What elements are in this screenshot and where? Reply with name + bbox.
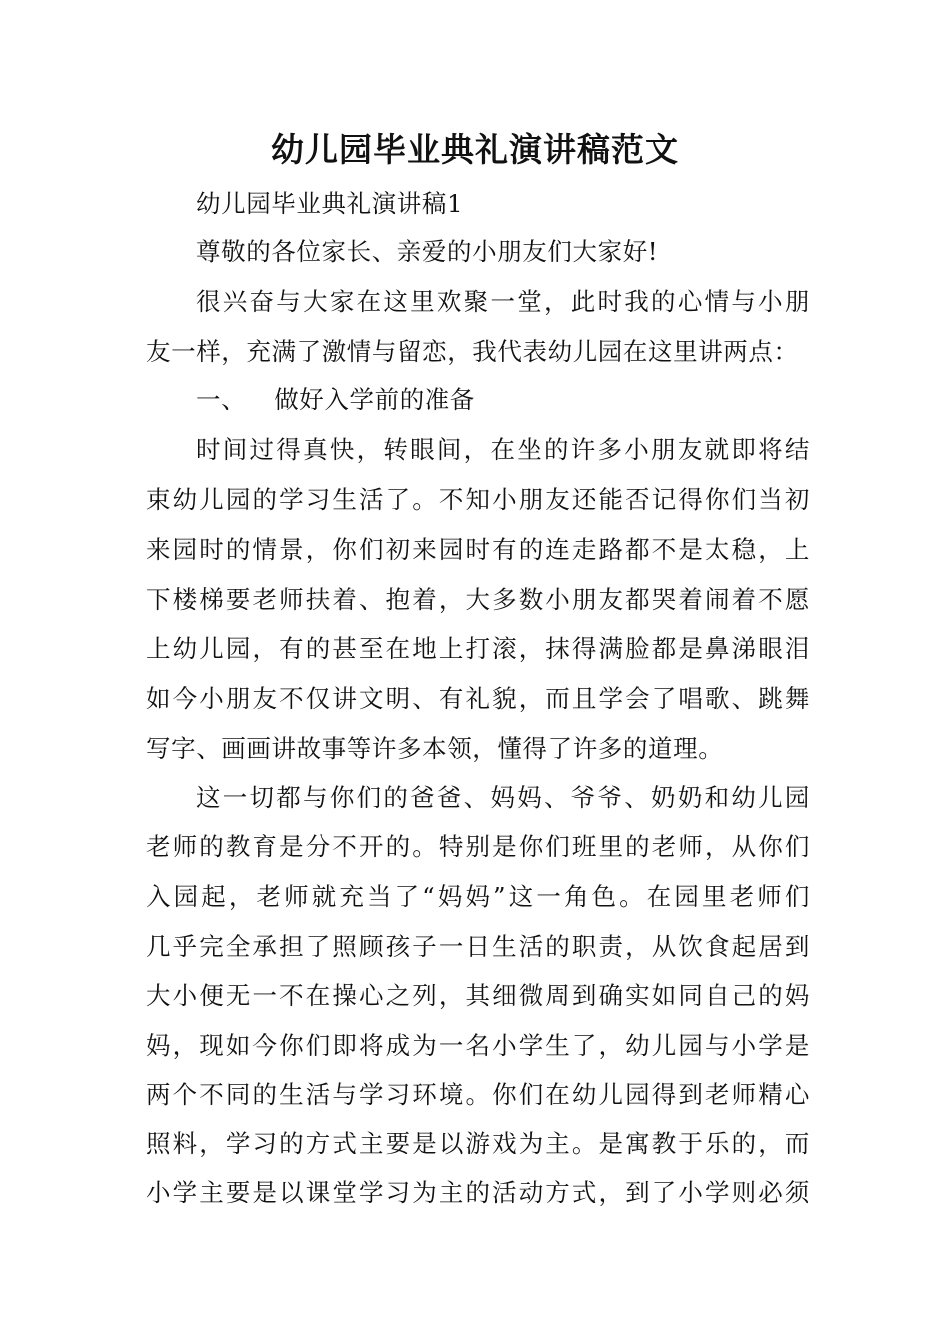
paragraph-line: 时间过得真快，转眼间，在坐的许多小朋友就即将结 bbox=[196, 435, 810, 464]
paragraph-line: 小学主要是以课堂学习为主的活动方式，到了小学则必须 bbox=[146, 1178, 810, 1207]
paragraph-line: 如今小朋友不仅讲文明、有礼貌，而且学会了唱歌、跳舞 bbox=[146, 684, 810, 713]
greeting-line: 尊敬的各位家长、亲爱的小朋友们大家好! bbox=[196, 237, 659, 266]
paragraph-line: 这一切都与你们的爸爸、妈妈、爷爷、奶奶和幼儿园 bbox=[196, 783, 810, 812]
paragraph-line: 两个不同的生活与学习环境。你们在幼儿园得到老师精心 bbox=[146, 1080, 810, 1109]
paragraph-line: 几乎完全承担了照顾孩子一日生活的职责，从饮食起居到 bbox=[146, 932, 810, 961]
section-number: 一、 bbox=[196, 385, 247, 414]
paragraph-line: 照料，学习的方式主要是以游戏为主。是寓教于乐的，而 bbox=[146, 1129, 810, 1158]
document-title: 幼儿园毕业典礼演讲稿范文 bbox=[271, 130, 679, 169]
paragraph-line: 妈，现如今你们即将成为一名小学生了，幼儿园与小学是 bbox=[146, 1031, 810, 1060]
paragraph-line: 下楼梯要老师扶着、抱着，大多数小朋友都哭着闹着不愿 bbox=[146, 585, 810, 614]
document-subtitle: 幼儿园毕业典礼演讲稿1 bbox=[196, 189, 464, 218]
paragraph-line: 大小便无一不在操心之列，其细微周到确实如同自己的妈 bbox=[146, 981, 810, 1010]
paragraph-line: 很兴奋与大家在这里欢聚一堂，此时我的心情与小朋 bbox=[196, 287, 810, 316]
section-heading-text: 做好入学前的准备 bbox=[274, 385, 476, 414]
section-heading bbox=[196, 380, 810, 420]
paragraph-line: 写字、画画讲故事等许多本领，懂得了许多的道理。 bbox=[146, 734, 724, 763]
paragraph-line: 友一样，充满了激情与留恋，我代表幼儿园在这里讲两点： bbox=[146, 337, 799, 366]
paragraph-line: 上幼儿园，有的甚至在地上打滚，抹得满脸都是鼻涕眼泪 bbox=[146, 634, 810, 663]
paragraph-line: 束幼儿园的学习生活了。不知小朋友还能否记得你们当初 bbox=[146, 485, 810, 514]
paragraph-line: 入园起，老师就充当了“妈妈”这一角色。在园里老师们 bbox=[146, 882, 810, 911]
paragraph-line: 老师的教育是分不开的。特别是你们班里的老师，从你们 bbox=[146, 832, 810, 861]
paragraph-line: 来园时的情景，你们初来园时有的连走路都不是太稳，上 bbox=[146, 535, 810, 564]
